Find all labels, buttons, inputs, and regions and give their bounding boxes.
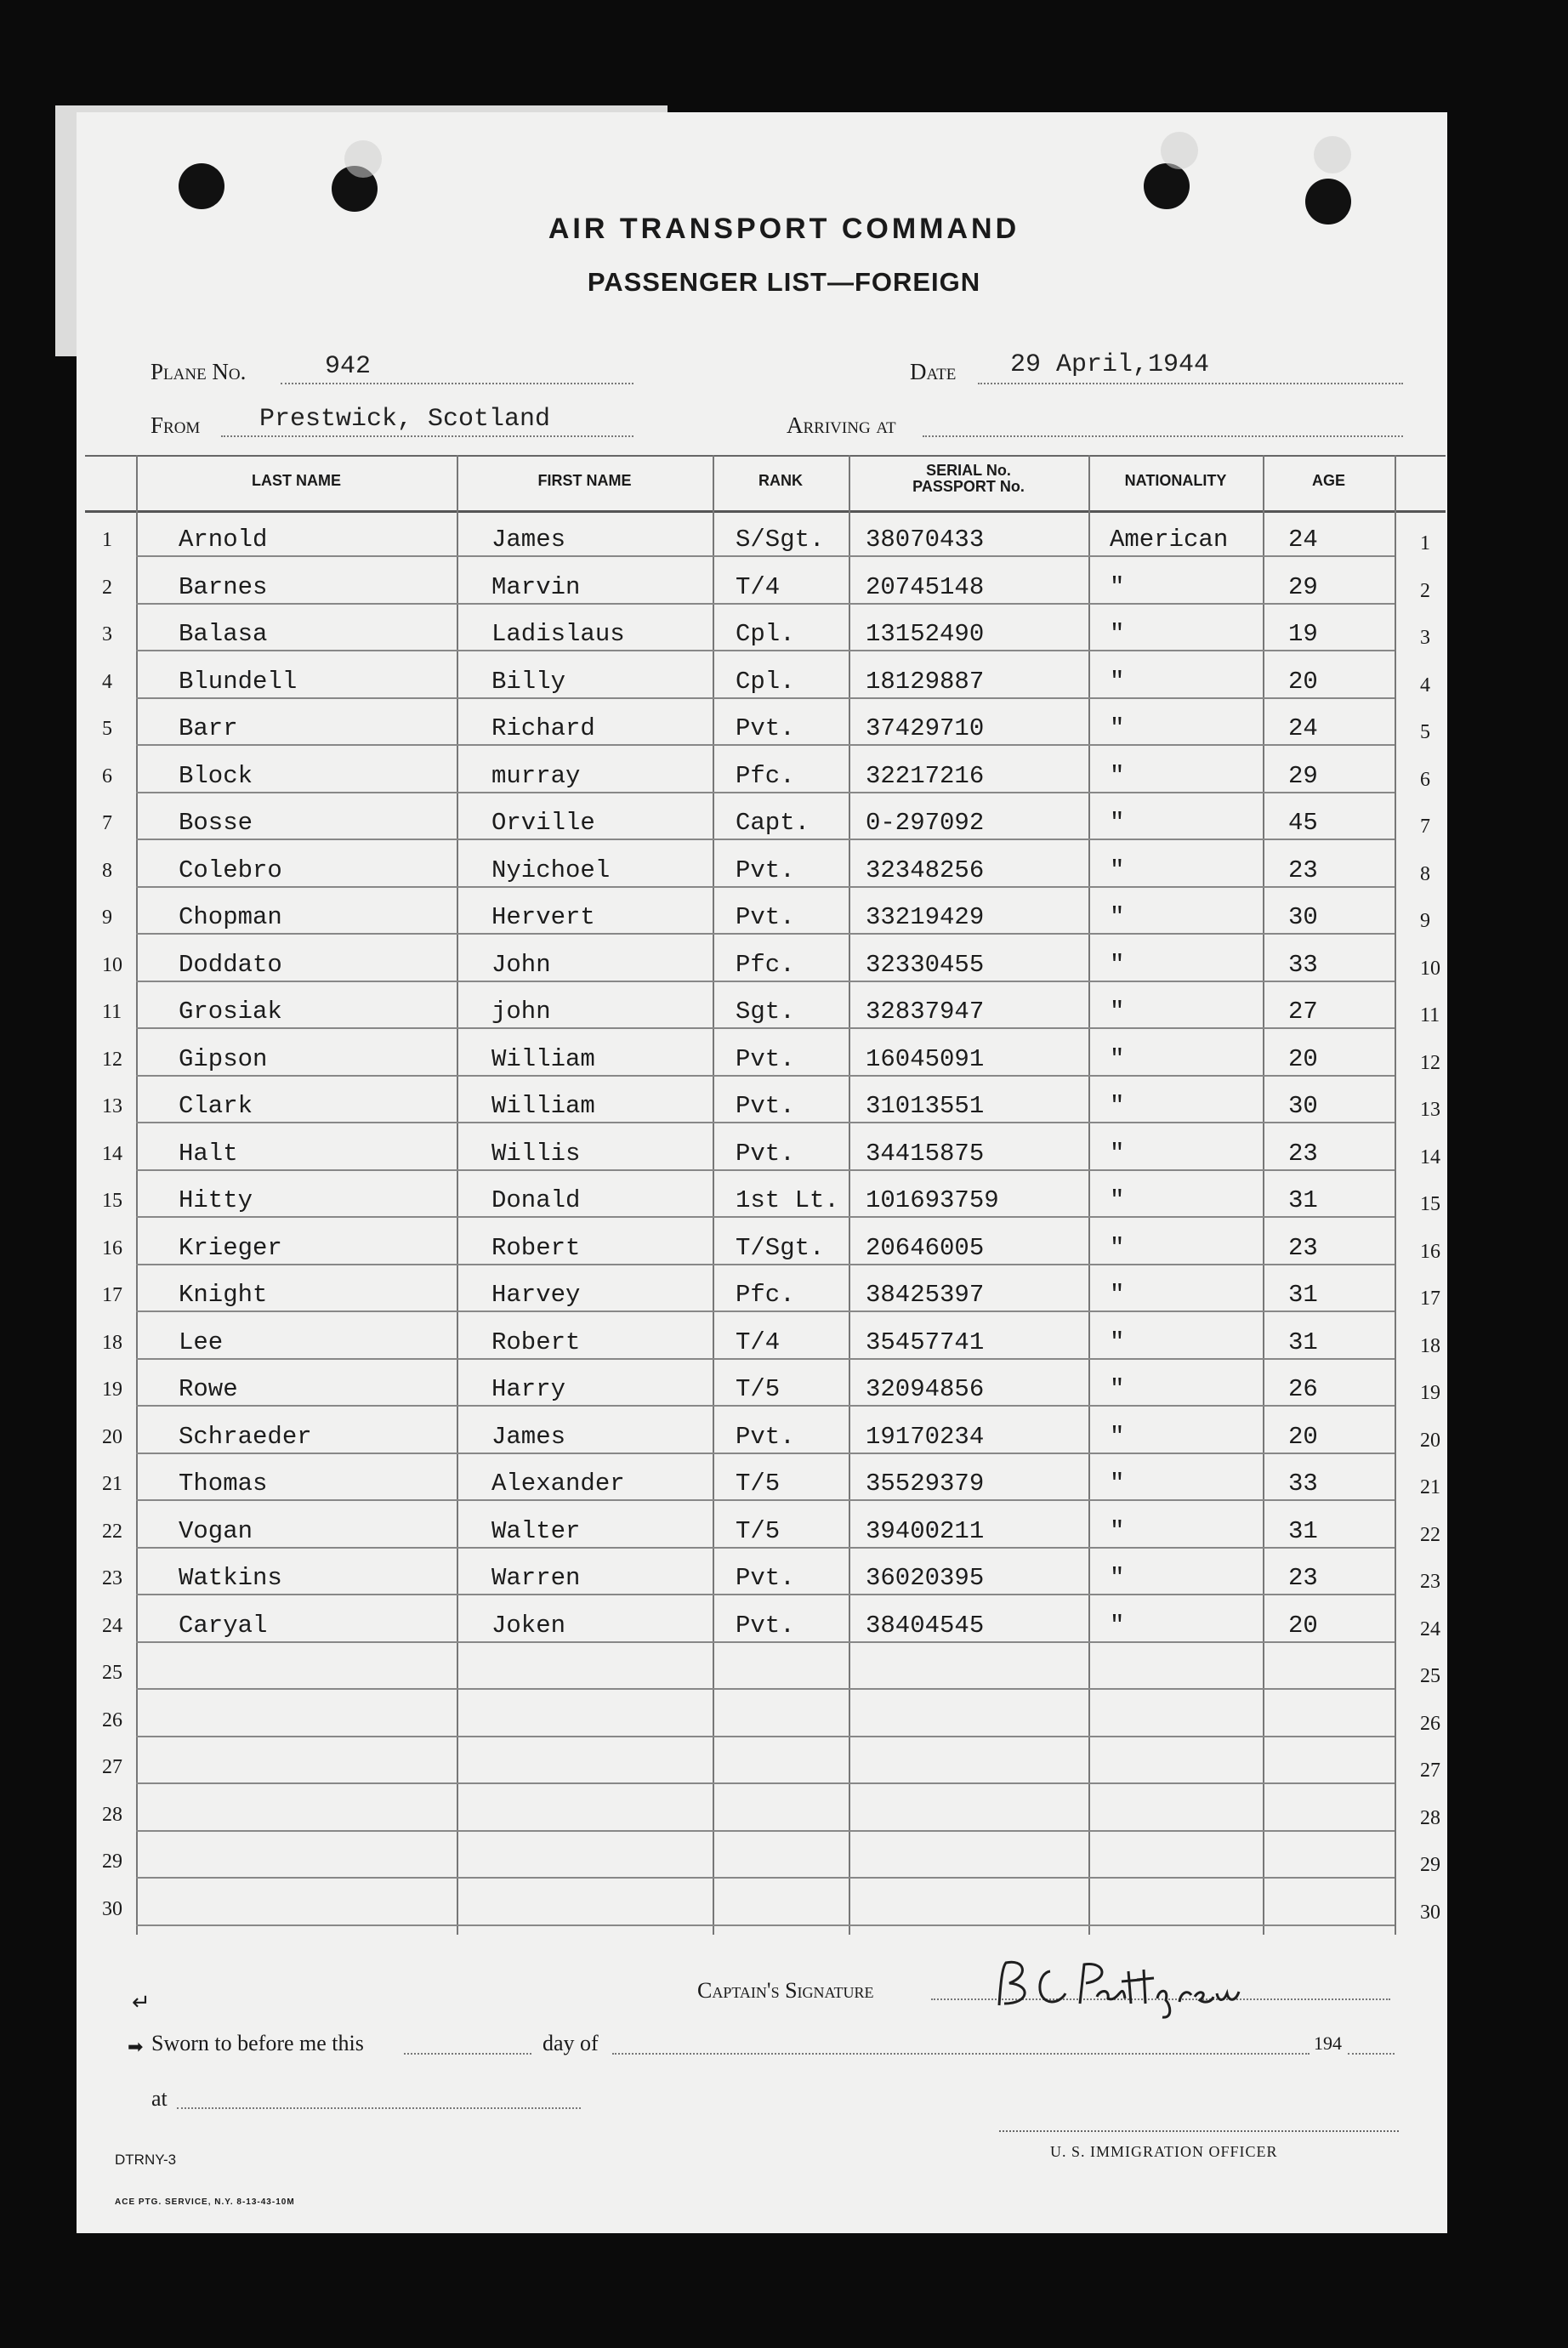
table-row — [85, 1879, 1446, 1926]
serial-cell[interactable]: 36020395 — [866, 1564, 985, 1592]
row-number-right: 24 — [1420, 1617, 1440, 1640]
table-row — [85, 841, 1446, 888]
rank-cell[interactable]: T/4 — [736, 572, 781, 601]
row-number-right: 2 — [1420, 579, 1430, 602]
last-name-cell[interactable]: Arnold — [179, 526, 268, 554]
row-number-left: 2 — [102, 576, 112, 599]
row-number-left: 3 — [102, 623, 112, 645]
serial-cell[interactable]: 20745148 — [866, 572, 985, 601]
rank-cell[interactable]: Pvt. — [736, 903, 795, 931]
table-row — [85, 652, 1446, 699]
serial-cell[interactable]: 32217216 — [866, 761, 985, 790]
rank-cell[interactable]: Pvt. — [736, 1611, 795, 1640]
age-cell[interactable]: 20 — [1288, 1611, 1318, 1640]
row-number-right: 9 — [1420, 910, 1430, 932]
row-number-left: 7 — [102, 812, 112, 834]
age-cell[interactable]: 30 — [1288, 1092, 1318, 1120]
row-number-right: 22 — [1420, 1523, 1440, 1546]
table-row — [85, 747, 1446, 793]
col-first-name: FIRST NAME — [537, 472, 632, 489]
table-row — [85, 888, 1446, 935]
day-of-line — [612, 2053, 1310, 2055]
row-number-left: 11 — [102, 1001, 122, 1023]
table-row — [85, 935, 1446, 982]
row-number-left: 19 — [102, 1379, 122, 1401]
nationality-cell[interactable]: " — [1110, 1470, 1125, 1498]
rank-cell[interactable]: Sgt. — [736, 998, 795, 1026]
row-number-right: 16 — [1420, 1240, 1440, 1263]
table-row — [85, 1077, 1446, 1123]
row-number-right: 19 — [1420, 1382, 1440, 1404]
nationality-cell[interactable]: " — [1110, 1564, 1125, 1592]
row-number-right: 7 — [1420, 816, 1430, 838]
rank-cell[interactable]: Cpl. — [736, 620, 795, 648]
last-name-cell[interactable]: Block — [179, 761, 253, 790]
age-cell[interactable]: 45 — [1288, 809, 1318, 837]
age-cell[interactable]: 23 — [1288, 1233, 1318, 1262]
row-number-left: 25 — [102, 1662, 122, 1684]
row-number-right: 18 — [1420, 1334, 1440, 1357]
age-cell[interactable]: 24 — [1288, 714, 1318, 742]
first-name-cell[interactable]: James — [491, 526, 566, 554]
row-number-left: 6 — [102, 765, 112, 787]
row-number-left: 5 — [102, 718, 112, 740]
serial-cell[interactable]: 18129887 — [866, 667, 985, 696]
first-name-cell[interactable]: Marvin — [491, 572, 581, 601]
age-cell[interactable]: 31 — [1288, 1328, 1318, 1356]
row-number-right: 8 — [1420, 862, 1430, 885]
first-name-cell[interactable]: Robert — [491, 1328, 581, 1356]
last-name-cell[interactable]: Vogan — [179, 1516, 253, 1545]
row-number-left: 28 — [102, 1803, 122, 1826]
last-name-cell[interactable]: Watkins — [179, 1564, 282, 1592]
serial-cell[interactable]: 31013551 — [866, 1092, 985, 1120]
row-number-left: 4 — [102, 670, 112, 693]
nationality-cell[interactable]: " — [1110, 1375, 1125, 1403]
first-name-cell[interactable]: John — [491, 950, 551, 979]
table-row — [85, 1124, 1446, 1171]
nationality-cell[interactable]: " — [1110, 1139, 1125, 1168]
date-label: Date — [910, 359, 957, 384]
table-row — [85, 605, 1446, 651]
age-cell[interactable]: 31 — [1288, 1516, 1318, 1545]
table-row — [85, 793, 1446, 840]
age-cell[interactable]: 23 — [1288, 1139, 1318, 1168]
row-number-right: 21 — [1420, 1476, 1440, 1498]
row-number-right: 13 — [1420, 1099, 1440, 1121]
age-cell[interactable]: 29 — [1288, 572, 1318, 601]
row-number-right: 27 — [1420, 1760, 1440, 1782]
nationality-cell[interactable]: " — [1110, 998, 1125, 1026]
rank-cell[interactable]: Pvt. — [736, 1139, 795, 1168]
first-name-cell[interactable]: James — [491, 1422, 566, 1451]
nationality-cell[interactable]: American — [1110, 526, 1229, 554]
row-number-right: 14 — [1420, 1146, 1440, 1168]
table-row — [85, 1785, 1446, 1832]
rank-cell[interactable]: T/Sgt. — [736, 1233, 825, 1262]
printer-imprint: ACE PTG. SERVICE, N.Y. 8-13-43-10M — [115, 2197, 295, 2207]
first-name-cell[interactable]: murray — [491, 761, 581, 790]
first-name-cell[interactable]: john — [491, 998, 551, 1026]
first-name-cell[interactable]: Nyichoel — [491, 856, 611, 884]
serial-cell[interactable]: 0-297092 — [866, 809, 985, 837]
age-cell[interactable]: 24 — [1288, 526, 1318, 554]
plane-value[interactable]: 942 — [325, 352, 372, 381]
rank-cell[interactable]: Pvt. — [736, 714, 795, 742]
arrow-icon: ➡ — [128, 2036, 144, 2057]
row-number-right: 3 — [1420, 627, 1430, 649]
at-line — [177, 2107, 581, 2109]
first-name-cell[interactable]: Robert — [491, 1233, 581, 1262]
table-row — [85, 1171, 1446, 1218]
nationality-cell[interactable]: " — [1110, 856, 1125, 884]
officer-line — [999, 2130, 1399, 2132]
col-nationality: NATIONALITY — [1124, 472, 1227, 489]
age-cell[interactable]: 33 — [1288, 1470, 1318, 1498]
table-row — [85, 1407, 1446, 1454]
rank-cell[interactable]: Cpl. — [736, 667, 795, 696]
punch-hole-shadow — [1314, 136, 1351, 173]
last-name-cell[interactable]: Halt — [179, 1139, 238, 1168]
row-number-left: 24 — [102, 1614, 122, 1637]
last-name-cell[interactable]: Bosse — [179, 809, 253, 837]
serial-cell[interactable]: 37429710 — [866, 714, 985, 742]
age-cell[interactable]: 31 — [1288, 1186, 1318, 1214]
arriving-label: Arriving at — [787, 412, 896, 438]
captain-signature — [991, 1954, 1263, 2022]
row-number-right: 5 — [1420, 721, 1430, 743]
last-name-cell[interactable]: Balasa — [179, 620, 268, 648]
rank-cell[interactable]: Capt. — [736, 809, 810, 837]
age-cell[interactable]: 31 — [1288, 1281, 1318, 1309]
from-fill-line — [221, 435, 633, 437]
nationality-cell[interactable]: " — [1110, 667, 1125, 696]
age-cell[interactable]: 20 — [1288, 1422, 1318, 1451]
nationality-cell[interactable]: " — [1110, 714, 1125, 742]
rank-cell[interactable]: Pfc. — [736, 761, 795, 790]
table-row — [85, 510, 1446, 557]
col-last-name: LAST NAME — [252, 472, 341, 489]
serial-cell[interactable]: 13152490 — [866, 620, 985, 648]
form-code: DTRNY-3 — [115, 2152, 177, 2168]
row-number-right: 26 — [1420, 1712, 1440, 1735]
first-name-cell[interactable]: Harry — [491, 1375, 566, 1403]
row-number-right: 1 — [1420, 532, 1430, 554]
first-name-cell[interactable]: Donald — [491, 1186, 581, 1214]
row-rule — [136, 1924, 1395, 1926]
row-number-right: 10 — [1420, 957, 1440, 980]
table-row — [85, 982, 1446, 1029]
last-name-cell[interactable]: Rowe — [179, 1375, 238, 1403]
row-number-right: 30 — [1420, 1901, 1440, 1924]
first-name-cell[interactable]: Harvey — [491, 1281, 581, 1309]
nationality-cell[interactable]: " — [1110, 761, 1125, 790]
first-name-cell[interactable]: Walter — [491, 1516, 581, 1545]
row-number-left: 1 — [102, 529, 112, 551]
from-value[interactable]: Prestwick, Scotland — [259, 405, 551, 434]
row-number-right: 4 — [1420, 674, 1430, 696]
punch-hole-shadow — [344, 140, 382, 178]
first-name-cell[interactable]: Richard — [491, 714, 595, 742]
age-cell[interactable]: 23 — [1288, 856, 1318, 884]
rank-cell[interactable]: Pvt. — [736, 1092, 795, 1120]
serial-cell[interactable]: 33219429 — [866, 903, 985, 931]
row-number-left: 16 — [102, 1237, 122, 1259]
rank-cell[interactable]: Pfc. — [736, 950, 795, 979]
row-number-left: 13 — [102, 1095, 122, 1117]
table-row — [85, 1219, 1446, 1265]
table-row — [85, 1737, 1446, 1784]
nationality-cell[interactable]: " — [1110, 950, 1125, 979]
first-name-cell[interactable]: Alexander — [491, 1470, 625, 1498]
last-name-cell[interactable]: Grosiak — [179, 998, 282, 1026]
rank-cell[interactable]: Pvt. — [736, 1422, 795, 1451]
first-name-cell[interactable]: Billy — [491, 667, 566, 696]
rank-cell[interactable]: T/4 — [736, 1328, 781, 1356]
rank-cell[interactable]: Pvt. — [736, 1564, 795, 1592]
row-number-left: 29 — [102, 1851, 122, 1873]
rank-cell[interactable]: T/5 — [736, 1375, 781, 1403]
row-number-left: 9 — [102, 907, 112, 929]
table-row — [85, 699, 1446, 746]
row-number-left: 20 — [102, 1425, 122, 1448]
first-name-cell[interactable]: Hervert — [491, 903, 595, 931]
row-number-left: 30 — [102, 1897, 122, 1920]
plane-fill-line — [281, 383, 633, 384]
last-name-cell[interactable]: Caryal — [179, 1611, 268, 1640]
first-name-cell[interactable]: Orville — [491, 809, 595, 837]
captain-signature-label: Captain's Signature — [697, 1978, 874, 2003]
rank-cell[interactable]: Pfc. — [736, 1281, 795, 1309]
nationality-cell[interactable]: " — [1110, 1611, 1125, 1640]
serial-cell[interactable]: 20646005 — [866, 1233, 985, 1262]
nationality-cell[interactable]: " — [1110, 1186, 1125, 1214]
last-name-cell[interactable]: Barr — [179, 714, 238, 742]
row-number-right: 17 — [1420, 1288, 1440, 1310]
punch-hole-shadow — [1161, 132, 1198, 169]
first-name-cell[interactable]: Warren — [491, 1564, 581, 1592]
nationality-cell[interactable]: " — [1110, 1233, 1125, 1262]
document-subtitle: PASSENGER LIST—FOREIGN — [587, 267, 981, 297]
table-row — [85, 1360, 1446, 1407]
at-label: at — [151, 2086, 168, 2111]
table-row — [85, 1549, 1446, 1595]
nationality-cell[interactable]: " — [1110, 1044, 1125, 1073]
rank-cell[interactable]: 1st Lt. — [736, 1186, 839, 1214]
col-serial — [849, 462, 1088, 496]
nationality-cell[interactable]: " — [1110, 1422, 1125, 1451]
arriving-fill-line — [923, 435, 1403, 437]
table-row — [85, 1265, 1446, 1312]
plane-label: Plane No. — [151, 359, 247, 384]
last-name-cell[interactable]: Blundell — [179, 667, 298, 696]
row-number-right: 11 — [1420, 1004, 1440, 1026]
table-row — [85, 1313, 1446, 1360]
row-number-right: 6 — [1420, 768, 1430, 791]
row-number-right: 29 — [1420, 1854, 1440, 1876]
last-name-cell[interactable]: Krieger — [179, 1233, 282, 1262]
row-number-left: 18 — [102, 1331, 122, 1354]
table-row — [85, 1691, 1446, 1737]
serial-cell[interactable]: 16045091 — [866, 1044, 985, 1073]
row-number-right: 25 — [1420, 1665, 1440, 1687]
serial-cell[interactable]: 35457741 — [866, 1328, 985, 1356]
serial-cell[interactable]: 38425397 — [866, 1281, 985, 1309]
row-number-right: 15 — [1420, 1193, 1440, 1215]
age-cell[interactable]: 20 — [1288, 1044, 1318, 1073]
last-name-cell[interactable]: Hitty — [179, 1186, 253, 1214]
table-row — [85, 1596, 1446, 1643]
table-row — [85, 558, 1446, 605]
row-number-left: 14 — [102, 1142, 122, 1165]
row-number-right: 28 — [1420, 1806, 1440, 1829]
serial-cell[interactable]: 34415875 — [866, 1139, 985, 1168]
first-name-cell[interactable]: William — [491, 1044, 595, 1073]
nationality-cell[interactable]: " — [1110, 620, 1125, 648]
first-name-cell[interactable]: Willis — [491, 1139, 581, 1168]
last-name-cell[interactable]: Knight — [179, 1281, 268, 1309]
last-name-cell[interactable]: Lee — [179, 1328, 224, 1356]
rank-cell[interactable]: Pvt. — [736, 856, 795, 884]
age-cell[interactable]: 26 — [1288, 1375, 1318, 1403]
year-prefix: 194 — [1314, 2032, 1342, 2054]
serial-cell[interactable]: 32330455 — [866, 950, 985, 979]
table-top-rule — [85, 455, 1446, 457]
age-cell[interactable]: 19 — [1288, 620, 1318, 648]
row-number-left: 23 — [102, 1567, 122, 1589]
col-serial-line2: PASSPORT No. — [912, 478, 1025, 495]
row-number-left: 26 — [102, 1708, 122, 1731]
serial-cell[interactable]: 32094856 — [866, 1375, 985, 1403]
table-row — [85, 1030, 1446, 1077]
punch-hole — [179, 163, 224, 209]
officer-label: U. S. IMMIGRATION OFFICER — [1050, 2143, 1278, 2160]
document-title: AIR TRANSPORT COMMAND — [548, 213, 1020, 245]
first-name-cell[interactable]: Joken — [491, 1611, 566, 1640]
row-number-left: 12 — [102, 1048, 122, 1071]
row-number-left: 10 — [102, 953, 122, 976]
row-number-left: 27 — [102, 1756, 122, 1778]
serial-cell[interactable]: 39400211 — [866, 1516, 985, 1545]
serial-cell[interactable]: 32837947 — [866, 998, 985, 1026]
row-number-right: 20 — [1420, 1429, 1440, 1452]
row-number-left: 15 — [102, 1190, 122, 1212]
col-rank: RANK — [758, 472, 803, 489]
age-cell[interactable]: 30 — [1288, 903, 1318, 931]
row-number-left: 8 — [102, 859, 112, 882]
nationality-cell[interactable]: " — [1110, 572, 1125, 601]
rank-cell[interactable]: S/Sgt. — [736, 526, 825, 554]
day-of-label: day of — [543, 2031, 599, 2055]
first-name-cell[interactable]: Ladislaus — [491, 620, 625, 648]
row-number-right: 12 — [1420, 1051, 1440, 1074]
sworn-label: Sworn to before me this — [151, 2031, 364, 2055]
nationality-cell[interactable]: " — [1110, 1328, 1125, 1356]
date-value[interactable]: 29 April,1944 — [1010, 350, 1210, 379]
last-name-cell[interactable]: Thomas — [179, 1470, 268, 1498]
last-name-cell[interactable]: Clark — [179, 1092, 253, 1120]
age-cell[interactable]: 27 — [1288, 998, 1318, 1026]
table-row — [85, 1454, 1446, 1501]
serial-cell[interactable]: 32348256 — [866, 856, 985, 884]
last-name-cell[interactable]: Chopman — [179, 903, 282, 931]
row-number-right: 23 — [1420, 1571, 1440, 1593]
row-number-left: 22 — [102, 1520, 122, 1543]
rank-cell[interactable]: Pvt. — [736, 1044, 795, 1073]
serial-cell[interactable]: 35529379 — [866, 1470, 985, 1498]
col-age: AGE — [1311, 472, 1345, 489]
col-serial-line1: SERIAL No. — [926, 462, 1011, 479]
year-line — [1348, 2053, 1395, 2055]
nationality-cell[interactable]: " — [1110, 1092, 1125, 1120]
nationality-cell[interactable]: " — [1110, 903, 1125, 931]
serial-cell[interactable]: 38404545 — [866, 1611, 985, 1640]
nationality-cell[interactable]: " — [1110, 1281, 1125, 1309]
age-cell[interactable]: 29 — [1288, 761, 1318, 790]
table-row — [85, 1502, 1446, 1549]
nationality-cell[interactable]: " — [1110, 1516, 1125, 1545]
sworn-day-line — [404, 2053, 531, 2055]
nationality-cell[interactable]: " — [1110, 809, 1125, 837]
date-fill-line — [978, 383, 1403, 384]
serial-cell[interactable]: 19170234 — [866, 1422, 985, 1451]
from-label: From — [151, 412, 201, 438]
last-name-cell[interactable]: Schraeder — [179, 1422, 312, 1451]
punch-hole — [1144, 163, 1190, 209]
rank-cell[interactable]: T/5 — [736, 1516, 781, 1545]
last-name-cell[interactable]: Doddato — [179, 950, 282, 979]
row-number-left: 17 — [102, 1284, 122, 1306]
age-cell[interactable]: 20 — [1288, 667, 1318, 696]
row-number-left: 21 — [102, 1473, 122, 1495]
rank-cell[interactable]: T/5 — [736, 1470, 781, 1498]
check-mark: ↵ — [132, 1990, 151, 2015]
table-row — [85, 1832, 1446, 1879]
table-row — [85, 1643, 1446, 1690]
last-name-cell[interactable]: Colebro — [179, 856, 282, 884]
first-name-cell[interactable]: William — [491, 1092, 595, 1120]
age-cell[interactable]: 23 — [1288, 1564, 1318, 1592]
last-name-cell[interactable]: Gipson — [179, 1044, 268, 1073]
last-name-cell[interactable]: Barnes — [179, 572, 268, 601]
serial-cell[interactable]: 38070433 — [866, 526, 985, 554]
age-cell[interactable]: 33 — [1288, 950, 1318, 979]
serial-cell[interactable]: 101693759 — [866, 1186, 999, 1214]
